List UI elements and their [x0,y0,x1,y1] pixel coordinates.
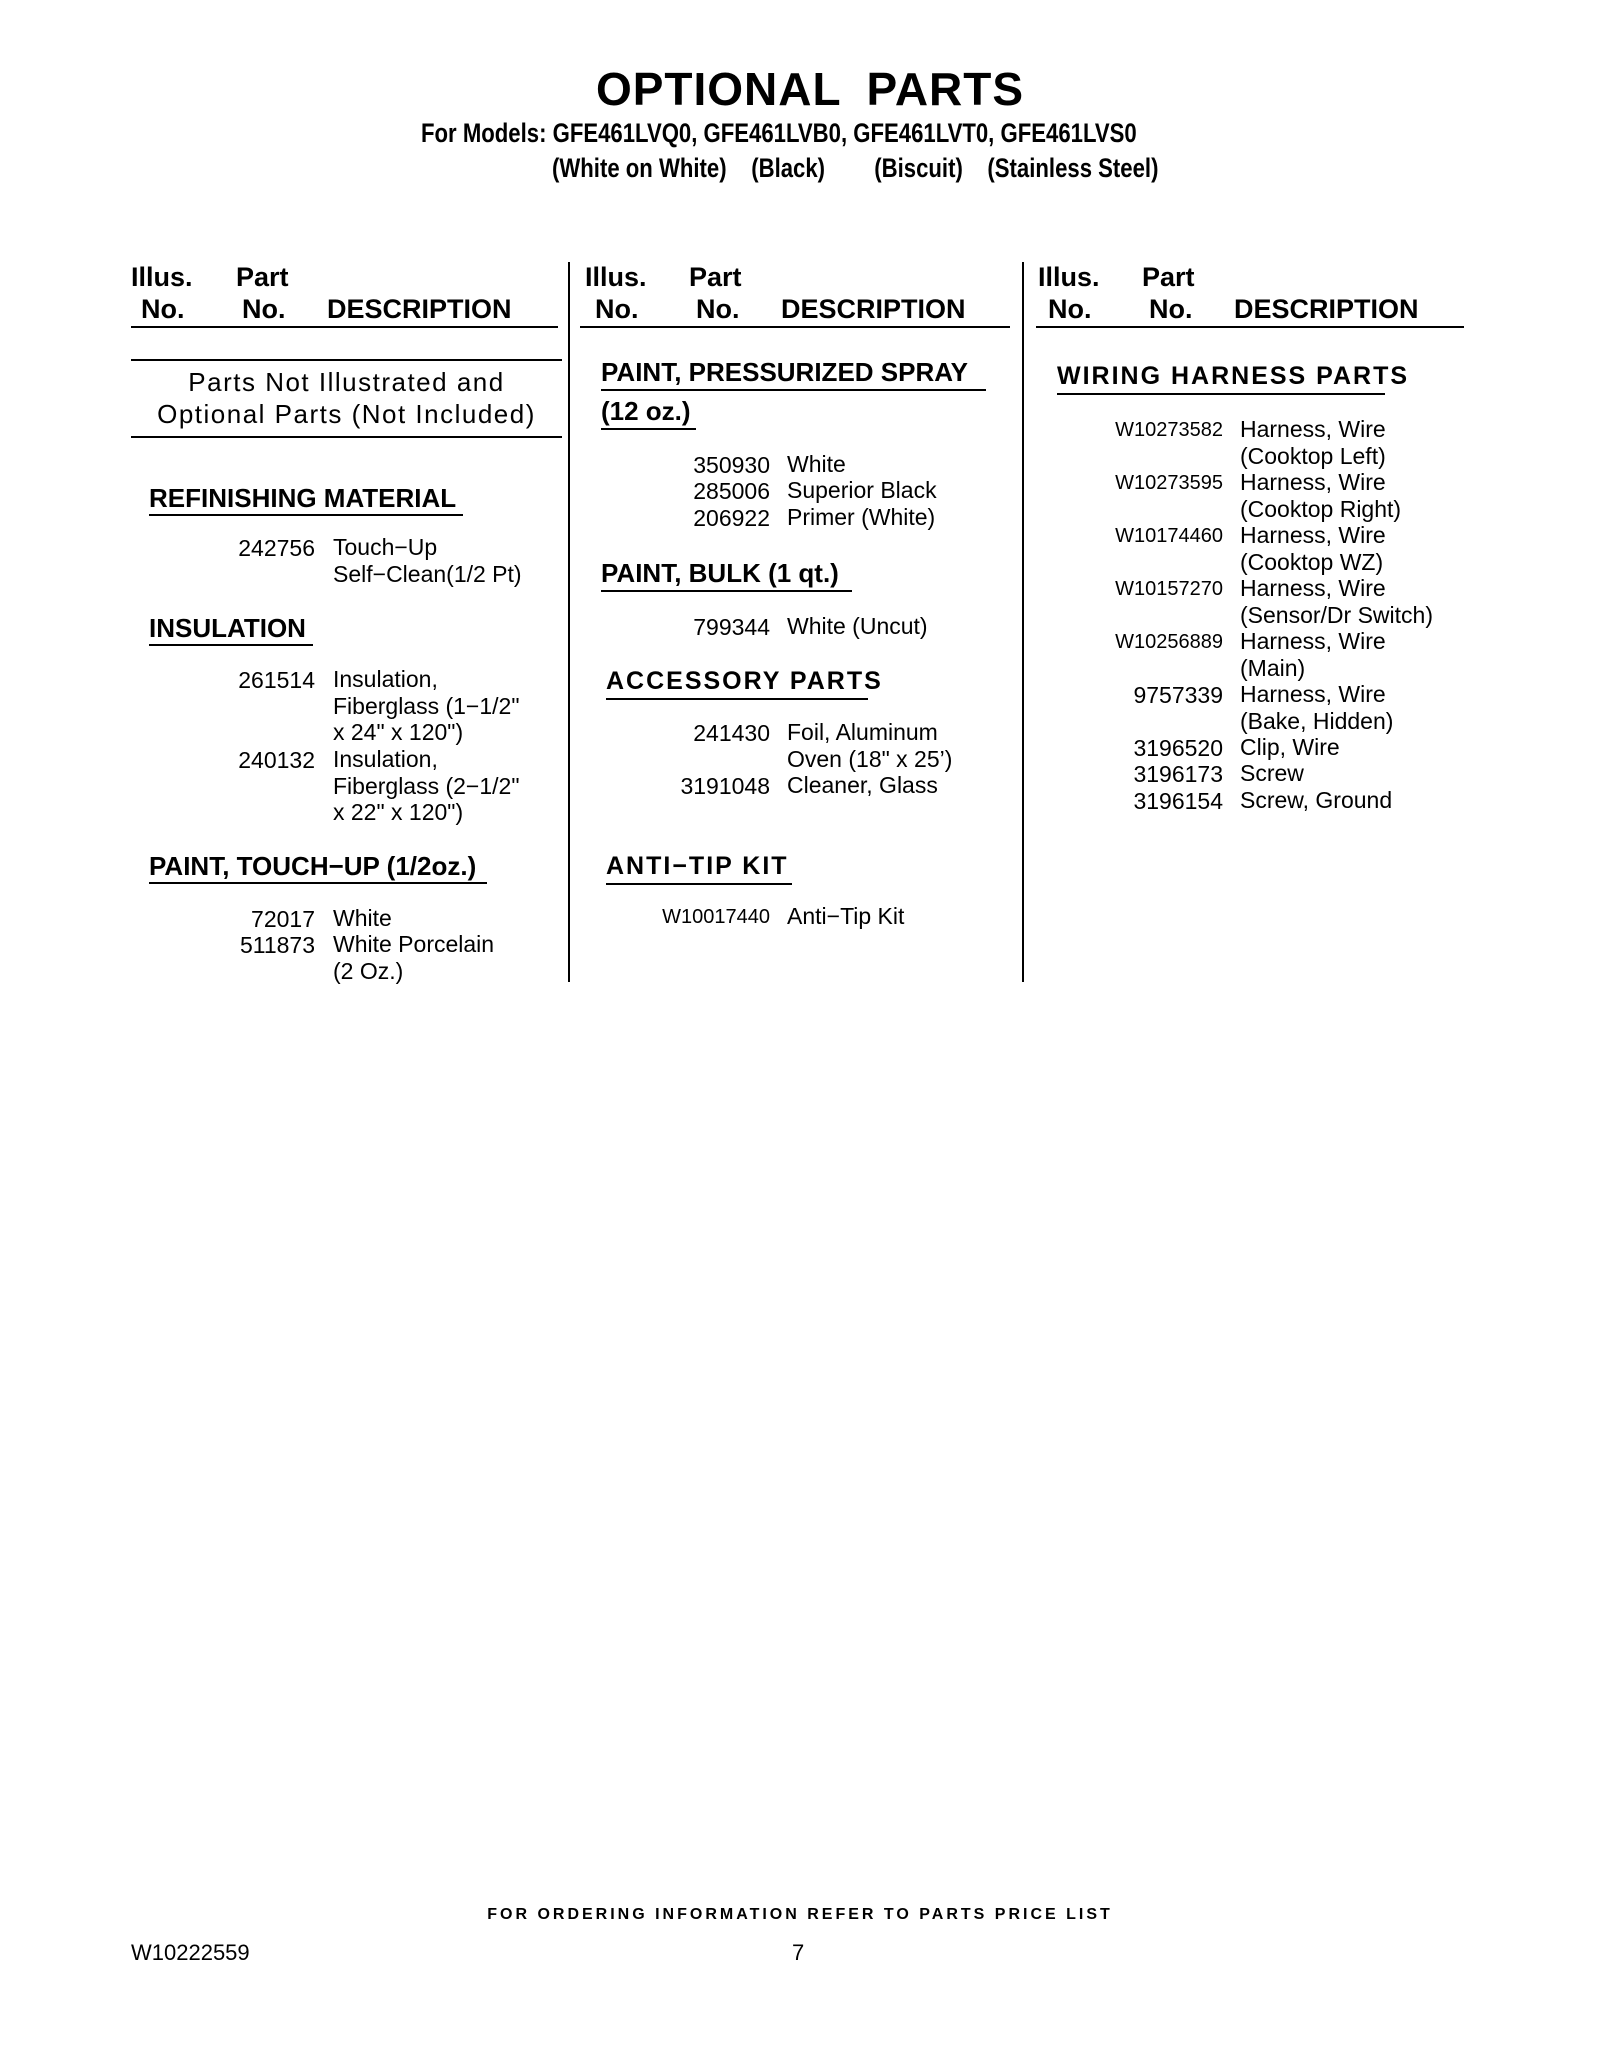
header-illus: Illus. [131,262,193,292]
part-number: 72017 [251,906,315,932]
part-description: Touch−Up Self−Clean(1/2 Pt) [333,534,522,587]
part-number: W10273582 [1115,419,1223,441]
section-underline [601,428,696,430]
header-part: Part [1142,262,1195,292]
header-description: DESCRIPTION [327,294,512,324]
section-underline [606,698,868,700]
header-rule [131,326,558,328]
header-part: Part [236,262,289,292]
part-number: 511873 [239,932,315,958]
part-number: 242756 [238,535,315,561]
part-number: 285006 [693,478,770,504]
part-description: Harness, Wire (Main) [1240,628,1386,681]
part-number: 3196154 [1133,788,1223,814]
part-number: 799344 [693,614,770,640]
header-description: DESCRIPTION [1234,294,1419,324]
part-description: White Porcelain (2 Oz.) [333,931,495,984]
not-illustrated-note [131,366,562,430]
note-line: Parts Not Illustrated and [188,367,505,397]
part-number: W10157270 [1115,578,1223,600]
part-number: W10256889 [1115,631,1223,653]
section-title: ACCESSORY PARTS [606,667,883,695]
part-description: Harness, Wire (Bake, Hidden) [1240,681,1394,734]
part-description: Cleaner, Glass [787,772,938,798]
header-illus: Illus. [585,262,647,292]
part-description: Harness, Wire (Cooktop Right) [1240,469,1402,522]
ordering-info: FOR ORDERING INFORMATION REFER TO PARTS PRICE LIST [487,1906,1113,1923]
page-title: OPTIONAL PARTS [595,63,1025,115]
header-no: No. [1149,294,1193,324]
header-rule [1036,326,1464,328]
part-description: Insulation, Fiberglass (2−1/2" x 22" x 120") [333,746,520,825]
part-number: 206922 [693,505,770,531]
part-description: Insulation, Fiberglass (1−1/2" x 24" x 120") [333,666,520,745]
part-description: Screw, Ground [1240,787,1393,813]
header-no: No. [141,294,185,324]
part-description: Foil, Aluminum Oven (18" x 25’) [787,719,953,772]
header-part: Part [689,262,742,292]
part-description: Screw [1240,760,1304,786]
part-description: Clip, Wire [1240,734,1340,760]
part-description: Anti−Tip Kit [787,903,905,929]
section-title: (12 oz.) [601,396,691,426]
section-title: PAINT, BULK (1 qt.) [601,558,839,588]
section-underline [606,883,792,885]
header-no: No. [595,294,639,324]
models-line: For Models: GFE461LVQ0, GFE461LVB0, GFE461LVT0, GFE461LVS0 [421,118,1137,148]
section-title: REFINISHING MATERIAL [149,483,457,513]
header-no: No. [696,294,740,324]
document-number: W10222559 [131,1940,250,1965]
section-title: PAINT, PRESSURIZED SPRAY [601,357,968,387]
header-no: No. [1048,294,1092,324]
note-line: Optional Parts (Not Included) [157,399,536,429]
part-number: 241430 [693,720,770,746]
section-title: PAINT, TOUCH−UP (1/2oz.) [149,851,477,881]
part-description: Harness, Wire (Cooktop Left) [1240,416,1386,469]
section-title: WIRING HARNESS PARTS [1057,362,1410,390]
part-description: White (Uncut) [787,613,928,639]
section-underline [1057,393,1385,395]
part-number: 9757339 [1133,682,1223,708]
part-number: 350930 [693,452,770,478]
column-divider [568,262,570,982]
part-description: White [787,451,846,477]
section-underline [149,514,463,516]
part-number: W10273595 [1115,472,1223,494]
section-underline [149,882,487,884]
part-number: 3196173 [1133,761,1223,787]
note-rule-top [131,359,562,361]
part-number: 3191048 [680,773,770,799]
part-description: Primer (White) [787,504,936,530]
part-description: Harness, Wire (Cooktop WZ) [1240,522,1386,575]
part-number: 261514 [238,667,315,693]
section-underline [601,389,986,391]
part-number: 3196520 [1133,735,1223,761]
section-title: ANTI−TIP KIT [606,852,789,880]
section-underline [149,644,313,646]
header-no: No. [242,294,286,324]
part-description: White [333,905,392,931]
section-underline [601,590,852,592]
header-illus: Illus. [1038,262,1100,292]
part-number: W10017440 [662,906,770,928]
part-description: Superior Black [787,477,937,503]
header-rule [580,326,1010,328]
part-number: W10174460 [1115,525,1223,547]
note-rule-bottom [131,436,562,438]
column-divider [1022,262,1024,982]
header-description: DESCRIPTION [781,294,966,324]
section-title: INSULATION [149,613,306,643]
part-number: 240132 [238,747,315,773]
colors-line: (White on White) (Black) (Biscuit) (Stainless Steel) [552,153,1159,183]
page-number: 7 [792,1940,805,1965]
part-description: Harness, Wire (Sensor/Dr Switch) [1240,575,1433,628]
